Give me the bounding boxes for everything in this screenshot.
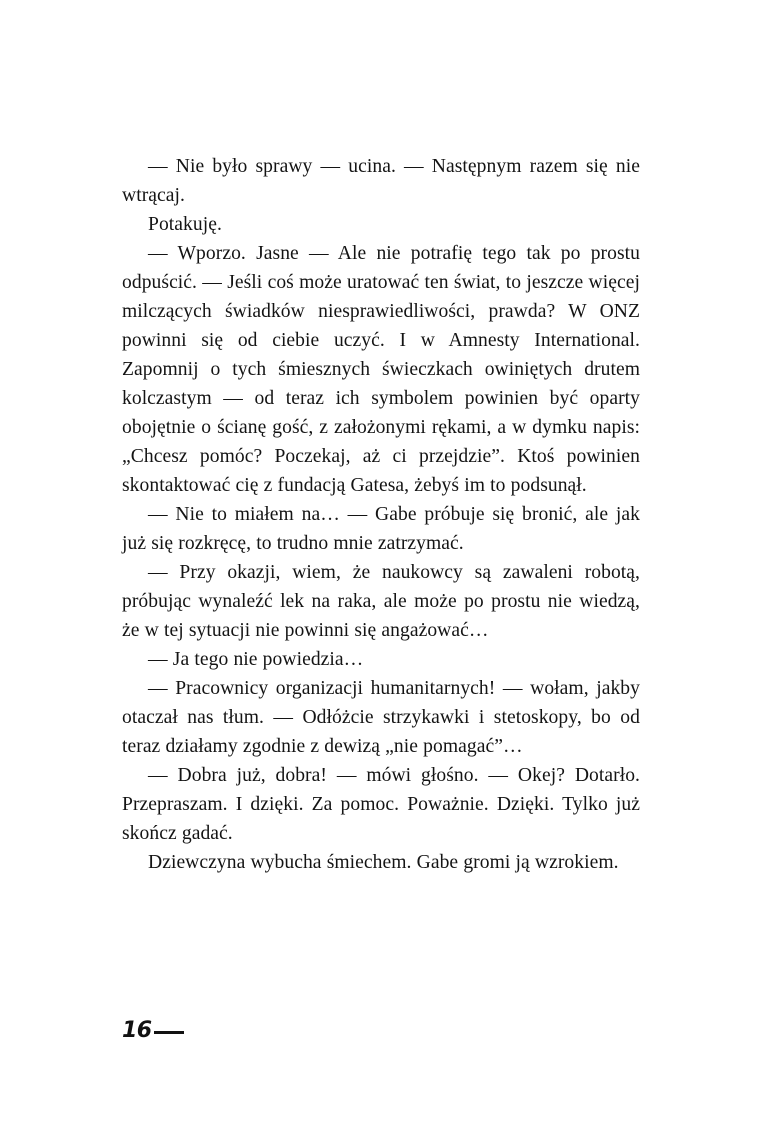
paragraph: Dziewczyna wybucha śmiechem. Gabe gromi ją wzrokiem. bbox=[148, 852, 619, 873]
paragraph: — Nie to miałem na… — Gabe próbuje się bronić, ale jak już się rozkręcę, to trudno mnie zatrzymać. bbox=[122, 504, 640, 554]
page-number: 16 bbox=[122, 1018, 152, 1043]
paragraph: — Ja tego nie powiedzia… bbox=[148, 649, 364, 670]
paragraph: Potakuję. bbox=[148, 214, 222, 235]
paragraph: — Przy okazji, wiem, że naukowcy są zawaleni robotą, próbując wynaleźć lek na raka, ale może po prostu nie wiedzą, że w tej sytuacji nie powinni się angażować… bbox=[122, 562, 640, 641]
paragraph: — Pracownicy organizacji humanitarnych! — wołam, jakby otaczał nas tłum. — Odłóżcie strzykawki i stetoskopy, bo od teraz działamy zgodnie z dewizą „nie pomagać”… bbox=[122, 678, 640, 757]
paragraph: — Nie było sprawy — ucina. — Następnym razem się nie wtrącaj. bbox=[122, 156, 640, 206]
paragraph: — Wporzo. Jasne — Ale nie potrafię tego tak po prostu odpuścić. — Jeśli coś może uratować ten świat, to jeszcze więcej milczących świadków niesprawiedliwości, prawda? W ONZ powinni się od ciebie uczyć. I w Amnesty International. Zapomnij o tych śmiesznych świeczkach owiniętych drutem kolczastym — od teraz ich symbolem powinien być oparty obojętnie o ścianę gość, z założonymi rękami, a w dymku napis: „Chcesz pomóc? Poczekaj, aż ci przejdzie”. Ktoś powinien skontaktować cię z fundacją Gatesa, żebyś im to podsunął. bbox=[122, 243, 640, 496]
paragraph: — Dobra już, dobra! — mówi głośno. — Okej? Dotarło. Przepraszam. I dzięki. Za pomoc. Poważnie. Dzięki. Tylko już skończ gadać. bbox=[122, 765, 640, 844]
page-text-block bbox=[122, 152, 640, 877]
page-folio bbox=[122, 1016, 184, 1046]
folio-rule-icon bbox=[154, 1031, 184, 1034]
